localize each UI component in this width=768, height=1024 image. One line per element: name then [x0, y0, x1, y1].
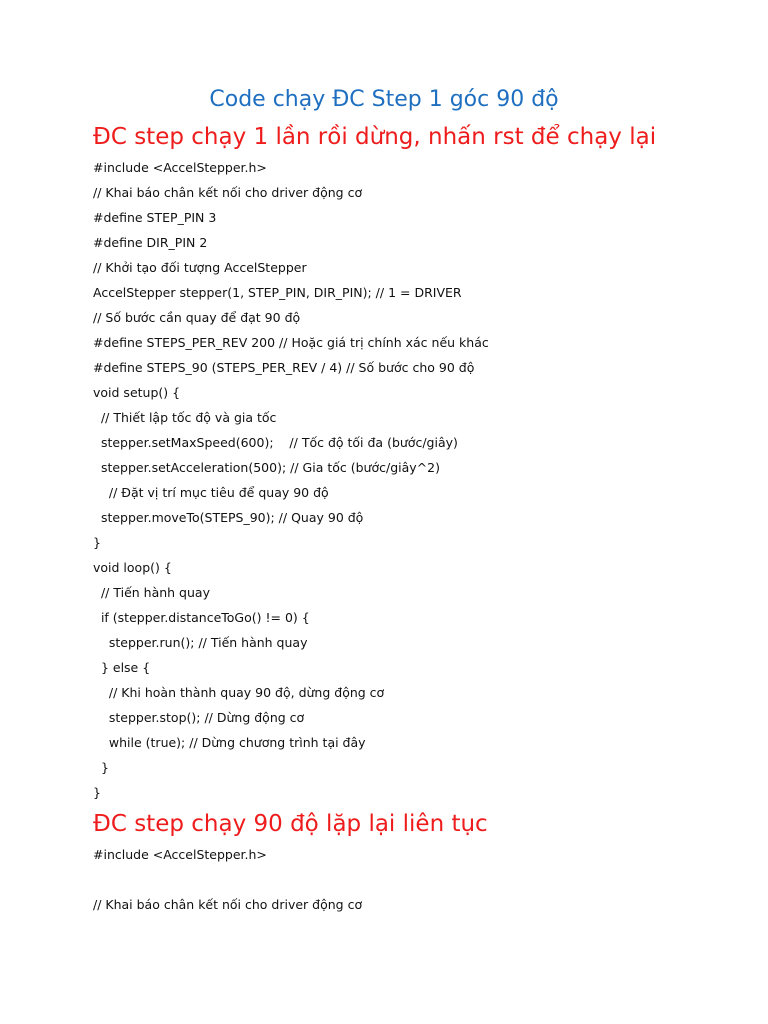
code-line: stepper.stop(); // Dừng động cơ	[93, 710, 305, 725]
code-line: stepper.setMaxSpeed(600); // Tốc độ tối đa (bước/giây)	[93, 435, 458, 450]
code-line: #define STEPS_PER_REV 200 // Hoặc giá trị chính xác nếu khác	[93, 335, 489, 350]
code-line: // Khi hoàn thành quay 90 độ, dừng động cơ	[93, 685, 385, 700]
code-line: }	[93, 785, 101, 800]
code-line: #define STEP_PIN 3	[93, 210, 217, 225]
code-line: stepper.setAcceleration(500); // Gia tốc (bước/giây^2)	[93, 460, 440, 475]
code-line: if (stepper.distanceToGo() != 0) {	[93, 610, 310, 625]
code-line: // Tiến hành quay	[93, 585, 210, 600]
code-line: } else {	[93, 660, 151, 675]
section-heading: ĐC step chạy 1 lần rồi dừng, nhấn rst để chạy lại	[93, 124, 657, 150]
code-line: // Khai báo chân kết nối cho driver động cơ	[93, 897, 363, 912]
code-line: // Khai báo chân kết nối cho driver động cơ	[93, 185, 363, 200]
code-line: // Thiết lập tốc độ và gia tốc	[93, 410, 277, 425]
code-line: #define DIR_PIN 2	[93, 235, 208, 250]
section-heading: ĐC step chạy 90 độ lặp lại liên tục	[93, 811, 488, 837]
code-line: }	[93, 535, 101, 550]
code-line: void loop() {	[93, 560, 172, 575]
code-line: #include <AccelStepper.h>	[93, 847, 267, 862]
code-line: AccelStepper stepper(1, STEP_PIN, DIR_PIN); // 1 = DRIVER	[93, 285, 462, 300]
code-line: #define STEPS_90 (STEPS_PER_REV / 4) // Số bước cho 90 độ	[93, 360, 475, 375]
document-title: Code chạy ĐC Step 1 góc 90 độ	[209, 87, 559, 112]
code-line: void setup() {	[93, 385, 181, 400]
code-line: }	[93, 760, 109, 775]
code-line: while (true); // Dừng chương trình tại đây	[93, 735, 366, 750]
code-line: stepper.run(); // Tiến hành quay	[93, 635, 308, 650]
code-line: stepper.moveTo(STEPS_90); // Quay 90 độ	[93, 510, 364, 525]
code-line: #include <AccelStepper.h>	[93, 160, 267, 175]
code-line: // Đặt vị trí mục tiêu để quay 90 độ	[93, 485, 329, 500]
code-line: // Số bước cần quay để đạt 90 độ	[93, 310, 301, 325]
code-line: // Khởi tạo đối tượng AccelStepper	[93, 260, 307, 275]
